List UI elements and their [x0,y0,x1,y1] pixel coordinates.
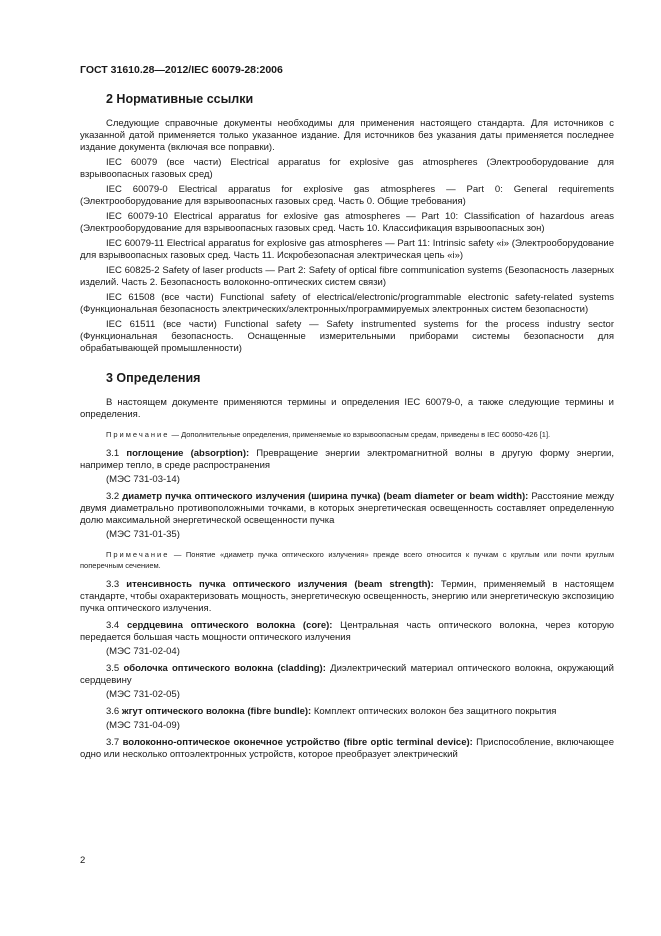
note-text: — Дополнительные определения, применяемые ко взрывоопасным средам, приведены в IEC 60050-426 [1]. [169,430,551,439]
page-number: 2 [80,855,86,866]
term: жгут оптического волокна (fibre bundle): [121,706,312,717]
definition-source: (МЭС 731-03-14) [106,474,180,485]
term: сердцевина оптического волокна (core): [126,620,333,631]
page-content [80,92,614,761]
reference-iec-61511: IEC 61511 (все части) Functional safety — Safety instrumented systems for the process industry sector (Функциональная безопасность. Оснащенные измерительными приборами системы безопасности для обрабатывающей промышленности) [80,319,614,354]
term: волоконно-оптическое оконечное устройство (fibre optic terminal device): [122,737,473,748]
note-label: Примечание [106,430,170,439]
reference-iec-60825-2: IEC 60825-2 Safety of laser products — Part 2: Safety of optical fibre communication systems (Безопасность лазерных изделий. Часть 2. Безопасность волоконно-оптических систем связи) [80,265,614,288]
definition-source: (МЭС 731-02-05) [106,689,180,700]
section-2-intro: Следующие справочные документы необходимы для применения настоящего стандарта. Для источников с указанной датой применяется только указанное издание. Для источников без указания даты применяется последнее издание документа (включая все поправки). [80,118,614,153]
definition-source: (МЭС 731-04-09) [106,720,180,731]
document-header: ГОСТ 31610.28—2012/IEC 60079-28:2006 [80,64,283,76]
term: оболочка оптического волокна (cladding): [123,663,326,674]
note-text: — Понятие «диаметр пучка оптического излучения» прежде всего относится к пучкам с круглым или почти круглым поперечным сечением. [80,550,614,570]
definition-3-7: 3.7 волоконно-оптическое оконечное устройство (fibre optic terminal device): Приспособление, включающее одно или несколько оптоэлектронных устройств, которое преобразует электрический [80,737,614,760]
note-1 [80,429,614,440]
reference-iec-60079-0: IEC 60079-0 Electrical apparatus for explosive gas atmospheres — Part 0: General requirements (Электрооборудование для взрывоопасных газовых сред. Часть 0. Общие требования) [80,184,614,207]
definition-3-2: 3.2 диаметр пучка оптического излучения (ширина пучка) (beam diameter or beam width): Расстояние между двумя диаметрально противоположными точками, в которых энергетическая освещенность составляет определенную долю максимальной энергетической освещенности пучка [80,491,614,526]
definition-3-1: 3.1 поглощение (absorption): Превращение энергии электромагнитной волны в другую форму энергии, например тепло, в среде распространения [80,448,614,471]
note-2 [80,549,614,571]
section-3-intro: В настоящем документе применяются термины и определения IEC 60079-0, а также следующие термины и определения. [80,397,614,420]
term: итенсивность пучка оптического излучения (beam strength): [126,579,434,590]
definition-3-3: 3.3 итенсивность пучка оптического излучения (beam strength): Термин, применяемый в настоящем стандарте, чтобы охарактеризовать мощность, энергетическую освещенность, энергию или энергетическую экспозицию пучка оптического излучения. [80,579,614,614]
reference-iec-60079-10: IEC 60079-10 Electrical apparatus for exlosive gas atmospheres — Part 10: Classification of hazardous areas (Электрооборудование для взрывоопасных газовых сред. Часть 10. Классификация взрывоопасных зон) [80,211,614,234]
reference-iec-61508: IEC 61508 (все части) Functional safety of electrical/electronic/programmable electronic safety-related systems (Функциональная безопасность электрических/электронных/программируемых электронных систем безопасности) [80,292,614,315]
definition-3-6: 3.6 жгут оптического волокна (fibre bundle): Комплект оптических волокон без защитного покрытия [106,706,557,717]
definition-3-5: 3.5 оболочка оптического волокна (cladding): Диэлектрический материал оптического волокна, окружающий сердцевину [80,663,614,686]
term: диаметр пучка оптического излучения (ширина пучка) (beam diameter or beam width): [122,491,529,502]
note-label: Примечание [106,550,170,559]
term: поглощение (absorption): [126,448,250,459]
section-2-heading: 2 Нормативные ссылки [106,92,254,106]
definition-source: (МЭС 731-01-35) [106,529,180,540]
reference-iec-60079-11: IEC 60079-11 Electrical apparatus for explosive gas atmospheres — Part 11: Intrinsic safety «i» (Электрооборудование для взрывоопасных газовых сред. Часть 11. Искробезопасная электрическая цепь «i») [80,238,614,261]
definition-3-4: 3.4 сердцевина оптического волокна (core): Центральная часть оптического волокна, через которую передается большая часть мощности оптического излучения [80,620,614,643]
reference-iec-60079: IEC 60079 (все части) Electrical apparatus for explosive gas atmospheres (Электрооборудование для взрывоопасных газовых сред) [80,157,614,180]
definition-source: (МЭС 731-02-04) [106,646,180,657]
section-3-heading: 3 Определения [106,371,201,385]
